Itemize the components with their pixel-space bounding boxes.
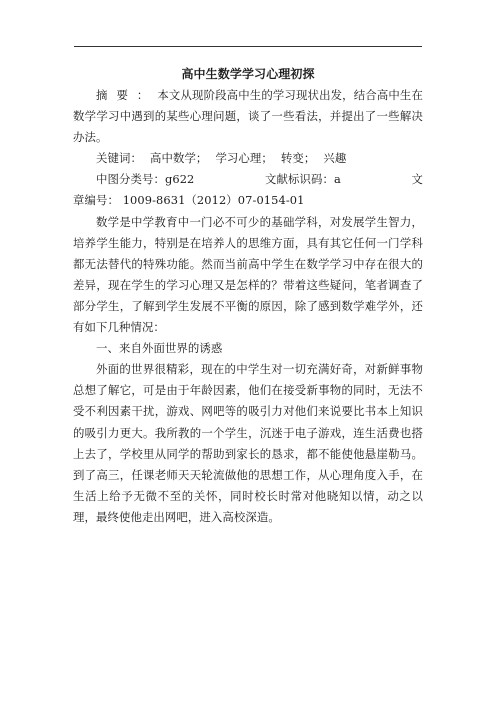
classification-line — [73, 169, 423, 190]
keyword-item: 转变； — [280, 151, 316, 166]
clc-number: 中图分类号：g622 — [96, 172, 195, 187]
abstract-paragraph — [73, 85, 423, 148]
keyword-item: 兴趣 — [323, 151, 347, 166]
intro-paragraph: 数学是中学教育中一门必不可少的基础学科，对发展学生智力，培养学生能力，特别是在培养人的思维方面，具有其它任何一门学科都无法替代的特殊功能。然而当前高中学生在数学学习中存在很大的差异，现在学生的学习心理又是怎样的？带着这些疑问，笔者调查了部分学生，了解到学生发展不平衡的原因，除了感到数学难学外，还有如下几种情况： — [73, 214, 423, 335]
article-body — [73, 64, 423, 528]
keywords-paragraph — [73, 148, 423, 169]
abstract-label: 摘要： — [96, 88, 158, 102]
header-rule — [74, 46, 422, 47]
article-number-line: 章编号： 1009-8631（2012）07-0154-01 — [73, 193, 305, 208]
article-title: 高中生数学学习心理初探 — [181, 67, 315, 81]
article-label-start: 文 — [411, 172, 423, 187]
document-code: 文献标识码：a — [265, 172, 341, 187]
keyword-item: 学习心理； — [215, 151, 273, 166]
section-1-heading: 一、来自外面世界的诱惑 — [96, 341, 223, 356]
keywords-label: 关键词： — [96, 151, 142, 166]
section-1-paragraph: 外面的世界很精彩，现在的中学生对一切充满好奇，对新鲜事物总想了解它，可是由于年龄因素，他们在接受新事物的同时，无法不受不利因素干扰，游戏、网吧等的吸引力对他们来说要比书本上知识的吸引力更大。我所教的一个学生，沉迷于电子游戏，连生活费也搭上去了，学校里从同学的帮助到家长的恳求，都不能使他悬崖勒马。到了高三，任课老师天天轮流做他的思想工作，从心理角度入手，在生活上给予无微不至的关怀，同时校长时常对他晓知以情，动之以理，最终使他走出网吧，进入高校深造。 — [73, 362, 423, 524]
keyword-item: 高中数学； — [149, 151, 208, 166]
abstract-text: 本文从现阶段高中生的学习现状出发，结合高中生在数学学习中遇到的某些心理问题，谈了一些看法，并提出了一些解决办法。 — [73, 88, 423, 145]
